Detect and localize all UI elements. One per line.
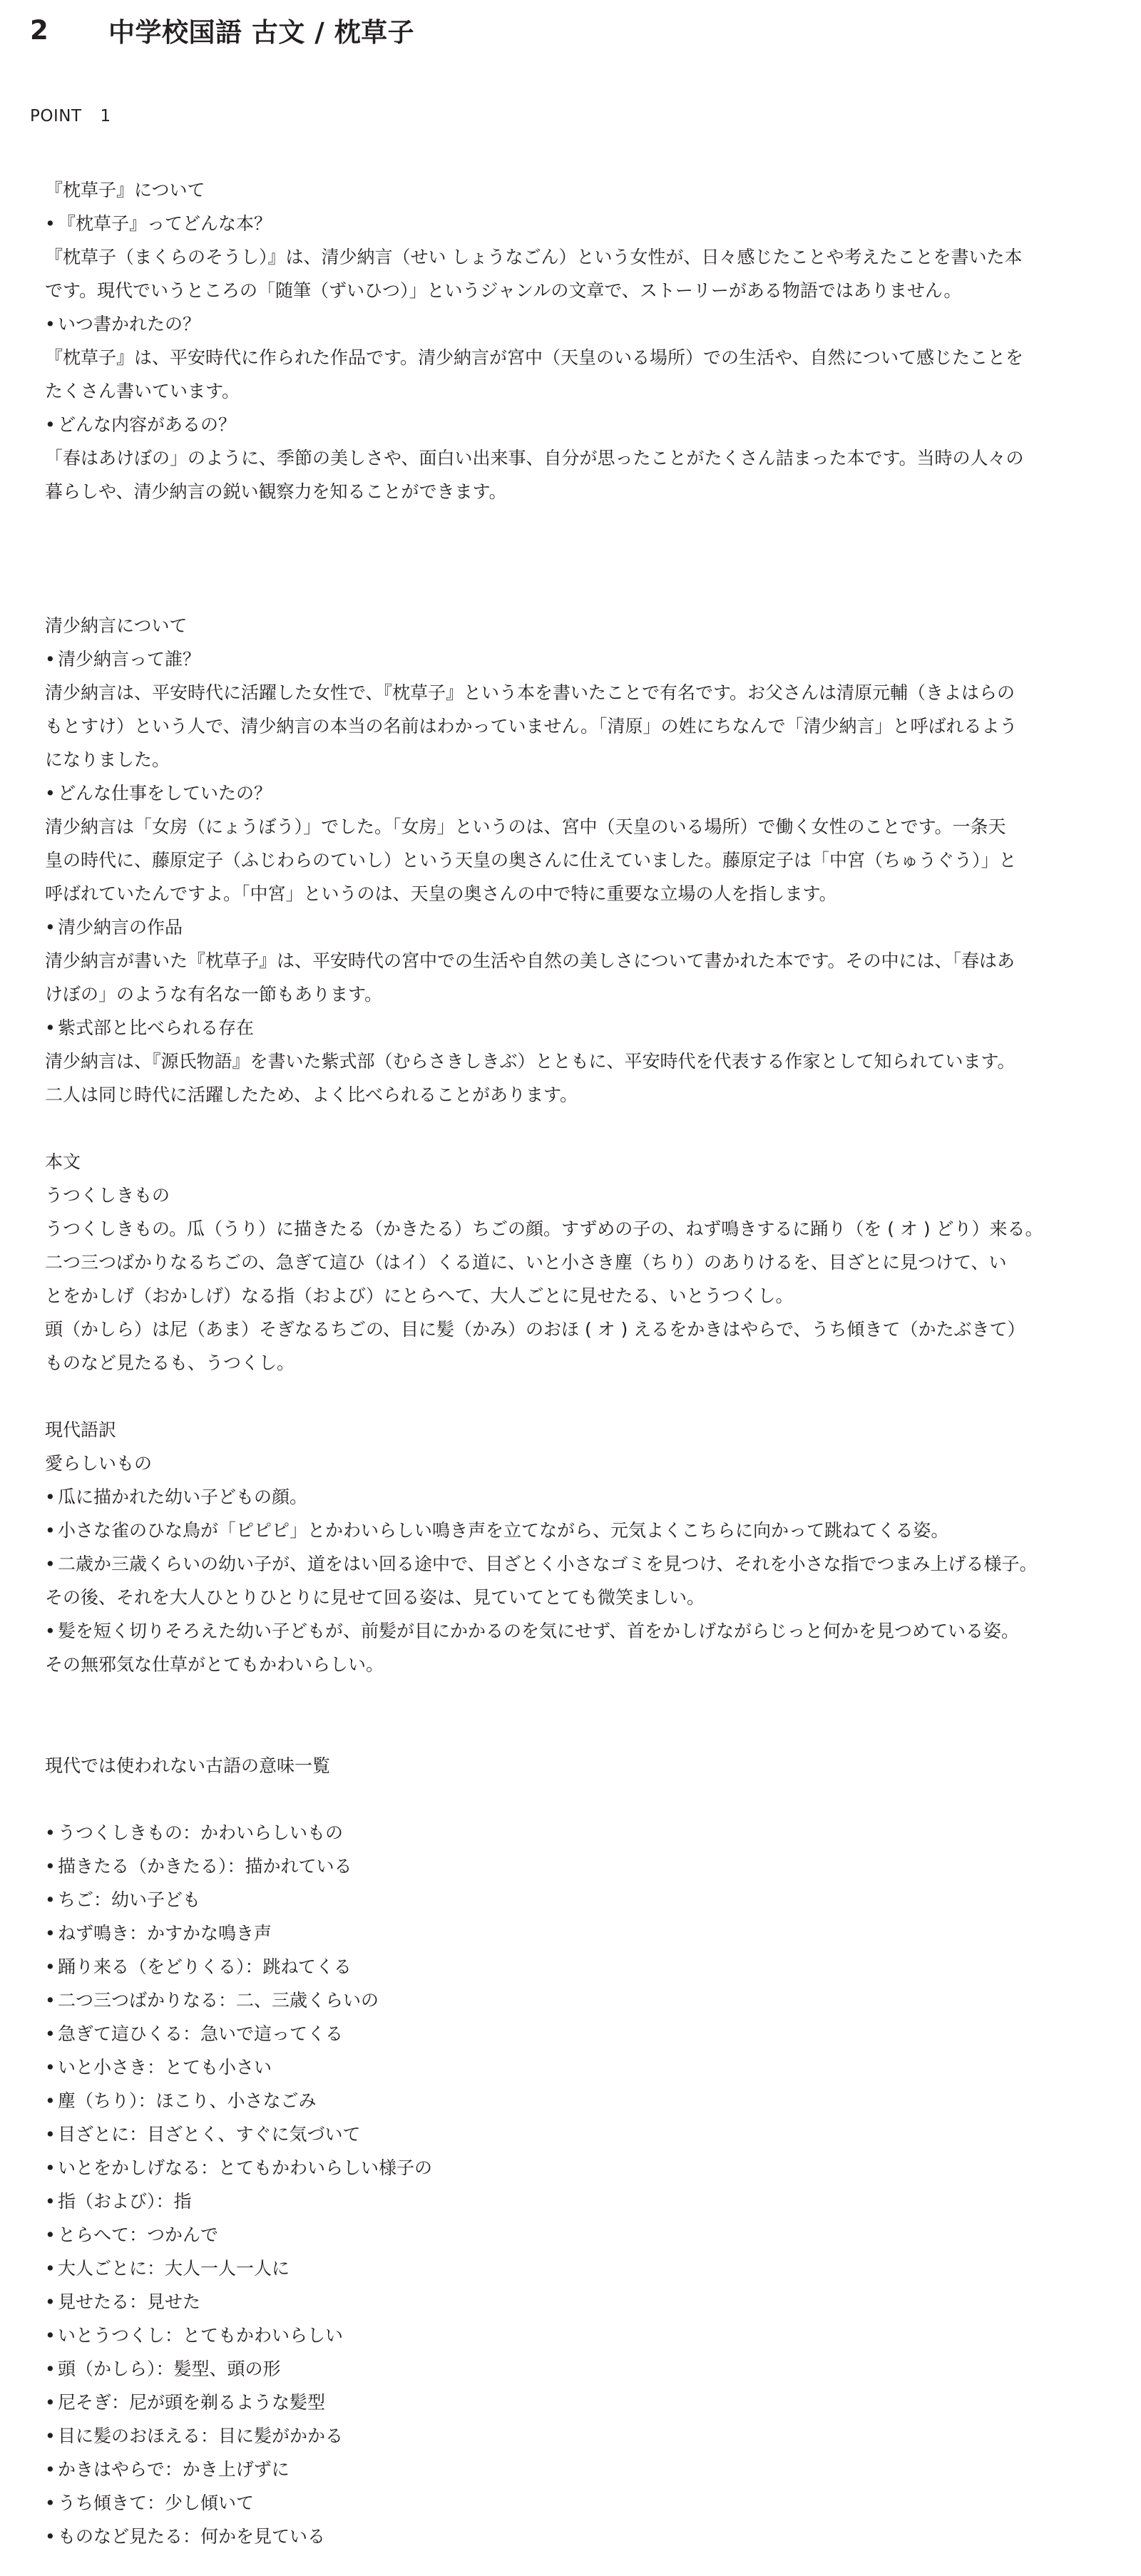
vocabulary-item: • 踊り来る（をどりくる）：跳ねてくる xyxy=(45,1950,1115,1984)
page-header xyxy=(30,10,414,50)
classical-text-line: うつくしきもの。瓜（うり）に描きたる（かきたる）ちごの顔。すずめの子の、ねず鳴きするに踊り（を ( オ ) どり）来る。 xyxy=(45,1218,1043,1239)
translation-item: • 髪を短く切りそろえた幼い子どもが、前髪が目にかかるのを気にせず、首をかしげながらじっと何かを見つめている姿。 xyxy=(45,1614,1115,1648)
vocabulary-item: • いとをかしげなる：とてもかわいらしい様子の xyxy=(45,2151,1115,2185)
section-heading: 本文 xyxy=(45,1151,81,1172)
vocabulary-item: • 見せたる：見せた xyxy=(45,2285,1115,2319)
section-heading: 現代では使われない古語の意味一覧 xyxy=(45,1755,331,1776)
section-about-author xyxy=(45,609,1115,1112)
classical-text-line: 頭（かしら）は尼（あま）そぎなるちごの、目に髪（かみ）のおほ ( オ ) えるをかきはやらで、うち傾きて（かたぶきて） xyxy=(45,1319,1025,1340)
answer-line: けぼの」のような有名な一節もあります。 xyxy=(45,984,383,1005)
vocabulary-item: • うつくしきもの：かわいらしいもの xyxy=(45,1816,1115,1849)
point-label xyxy=(30,107,111,125)
vocabulary-item: • いとうつくし：とてもかわいらしい xyxy=(45,2319,1115,2352)
answer-line: 清少納言が書いた『枕草子』は、平安時代の宮中での生活や自然の美しさについて書かれた本です。その中には、「春はあ xyxy=(45,950,1015,971)
answer-line: たくさん書いています。 xyxy=(45,381,240,401)
question-bullet: • どんな内容があるの？ xyxy=(45,408,1115,441)
question-bullet: • 紫式部と比べられる存在 xyxy=(45,1011,1115,1045)
vocabulary-item: • 二つ三つばかりなる：二、三歳くらいの xyxy=(45,1984,1115,2017)
answer-line: 二人は同じ時代に活躍したため、よく比べられることがあります。 xyxy=(45,1084,578,1105)
vocabulary-item: • 急ぎて這ひくる：急いで這ってくる xyxy=(45,2017,1115,2051)
document-body xyxy=(45,173,1115,2553)
vocabulary-item: • 頭（かしら）：髪型、頭の形 xyxy=(45,2352,1115,2386)
section-heading: 現代語訳 xyxy=(45,1420,117,1440)
vocabulary-item: • いと小さき：とても小さい xyxy=(45,2051,1115,2084)
answer-line: 皇の時代に、藤原定子（ふじわらのていし）という天皇の奥さんに仕えていました。藤原定子は「中宮（ちゅうぐう）」と xyxy=(45,850,1017,871)
translation-continuation: その後、それを大人ひとりひとりに見せて回る姿は、見ていてとても微笑ましい。 xyxy=(45,1587,705,1608)
vocabulary-item: • ねず鳴き：かすかな鳴き声 xyxy=(45,1916,1115,1950)
vocabulary-item: • うち傾きて：少し傾いて xyxy=(45,2486,1115,2520)
section-subtitle: 愛らしいもの xyxy=(45,1453,153,1474)
classical-text-line: ものなど見たるも、うつくし。 xyxy=(45,1353,295,1373)
spacer xyxy=(45,1681,1115,1749)
spacer xyxy=(45,1112,1115,1145)
answer-line: 呼ばれていたんですよ。「中宮」というのは、天皇の奥さんの中で特に重要な立場の人を指します。 xyxy=(45,883,837,904)
vocabulary-item: • とらへて：つかんで xyxy=(45,2218,1115,2252)
translation-continuation: その無邪気な仕草がとてもかわいらしい。 xyxy=(45,1654,384,1675)
translation-item: • 二歳か三歳くらいの幼い子が、道をはい回る途中で、目ざとく小さなゴミを見つけ、それを小さな指でつまみ上げる様子。 xyxy=(45,1547,1115,1581)
point-number: 1 xyxy=(100,107,111,125)
question-bullet: • 『枕草子』ってどんな本？ xyxy=(45,207,1115,240)
answer-line: 清少納言は、『源氏物語』を書いた紫式部（むらさきしきぶ）とともに、平安時代を代表する作家として知られています。 xyxy=(45,1051,1015,1072)
vocabulary-item: • 目ざとに：目ざとく、すぐに気づいて xyxy=(45,2118,1115,2151)
translation-item: • 小さな雀のひな鳥が「ピピピ」とかわいらしい鳴き声を立てながら、元気よくこちらに向かって跳ねてくる姿。 xyxy=(45,1514,1115,1547)
answer-line: 『枕草子（まくらのそうし）』は、清少納言（せい しょうなごん）という女性が、日々感じたことや考えたことを書いた本 xyxy=(45,247,1023,267)
section-heading: 清少納言について xyxy=(45,615,188,636)
vocabulary-item: • 塵（ちり）：ほこり、小さなごみ xyxy=(45,2084,1115,2118)
question-bullet: • 清少納言って誰？ xyxy=(45,642,1115,676)
section-about-book xyxy=(45,173,1115,508)
section-vocabulary xyxy=(45,1749,1115,2553)
vocabulary-item: • ものなど見たる：何かを見ている xyxy=(45,2520,1115,2553)
spacer xyxy=(45,508,1115,609)
answer-line: になりました。 xyxy=(45,749,170,770)
translation-item: • 瓜に描かれた幼い子どもの顔。 xyxy=(45,1480,1115,1514)
answer-line: 清少納言は「女房（にょうぼう）」でした。「女房」というのは、宮中（天皇のいる場所）で働く女性のことです。一条天 xyxy=(45,816,1006,837)
classical-text-line: 二つ三つばかりなるちごの、急ぎて這ひ（はイ）くる道に、いと小さき塵（ちり）のありけるを、目ざとに見つけて、い xyxy=(45,1252,1007,1273)
vocabulary-item: • 大人ごとに：大人一人一人に xyxy=(45,2252,1115,2285)
page-title: 中学校国語 古文 / 枕草子 xyxy=(108,17,415,48)
question-bullet: • いつ書かれたの？ xyxy=(45,307,1115,341)
answer-line: 『枕草子』は、平安時代に作られた作品です。清少納言が宮中（天皇のいる場所）での生活や、自然について感じたことを xyxy=(45,347,1024,368)
answer-line: 「春はあけぼの」のように、季節の美しさや、面白い出来事、自分が思ったことがたくさん詰まった本です。当時の人々の xyxy=(45,448,1024,468)
vocabulary-item: • 目に髪のおほえる：目に髪がかかる xyxy=(45,2419,1115,2453)
vocabulary-item: • ちご：幼い子ども xyxy=(45,1883,1115,1916)
section-heading: 『枕草子』について xyxy=(45,180,205,200)
question-bullet: • 清少納言の作品 xyxy=(45,910,1115,944)
section-subtitle: うつくしきもの xyxy=(45,1185,170,1206)
answer-line: です。現代でいうところの「随筆（ずいひつ）」というジャンルの文章で、ストーリーがある物語ではありません。 xyxy=(45,280,962,301)
question-bullet: • どんな仕事をしていたの？ xyxy=(45,776,1115,810)
classical-text-line: とをかしげ（おかしげ）なる指（および）にとらへて、大人ごとに見せたる、いとうつくし。 xyxy=(45,1286,794,1306)
answer-line: 清少納言は、平安時代に活躍した女性で、『枕草子』という本を書いたことで有名です。お父さんは清原元輔（きよはらの xyxy=(45,682,1015,703)
vocabulary-item: • 描きたる（かきたる）：描かれている xyxy=(45,1849,1115,1883)
vocabulary-item: • かきはやらで：かき上げずに xyxy=(45,2453,1115,2486)
chapter-number: 2 xyxy=(30,14,49,46)
spacer xyxy=(45,1782,1115,1816)
section-original-text xyxy=(45,1145,1115,1380)
answer-line: もとすけ）という人で、清少納言の本当の名前はわかっていません。「清原」の姓にちなんで「清少納言」と呼ばれるよう xyxy=(45,716,1018,737)
spacer xyxy=(45,1380,1115,1413)
vocabulary-list xyxy=(45,1816,1115,2553)
section-translation xyxy=(45,1413,1115,1681)
point-text: POINT xyxy=(30,107,82,125)
vocabulary-item: • 尼そぎ：尼が頭を剃るような髪型 xyxy=(45,2386,1115,2419)
answer-line: 暮らしや、清少納言の鋭い観察力を知ることができます。 xyxy=(45,481,507,502)
vocabulary-item: • 指（および）：指 xyxy=(45,2185,1115,2218)
